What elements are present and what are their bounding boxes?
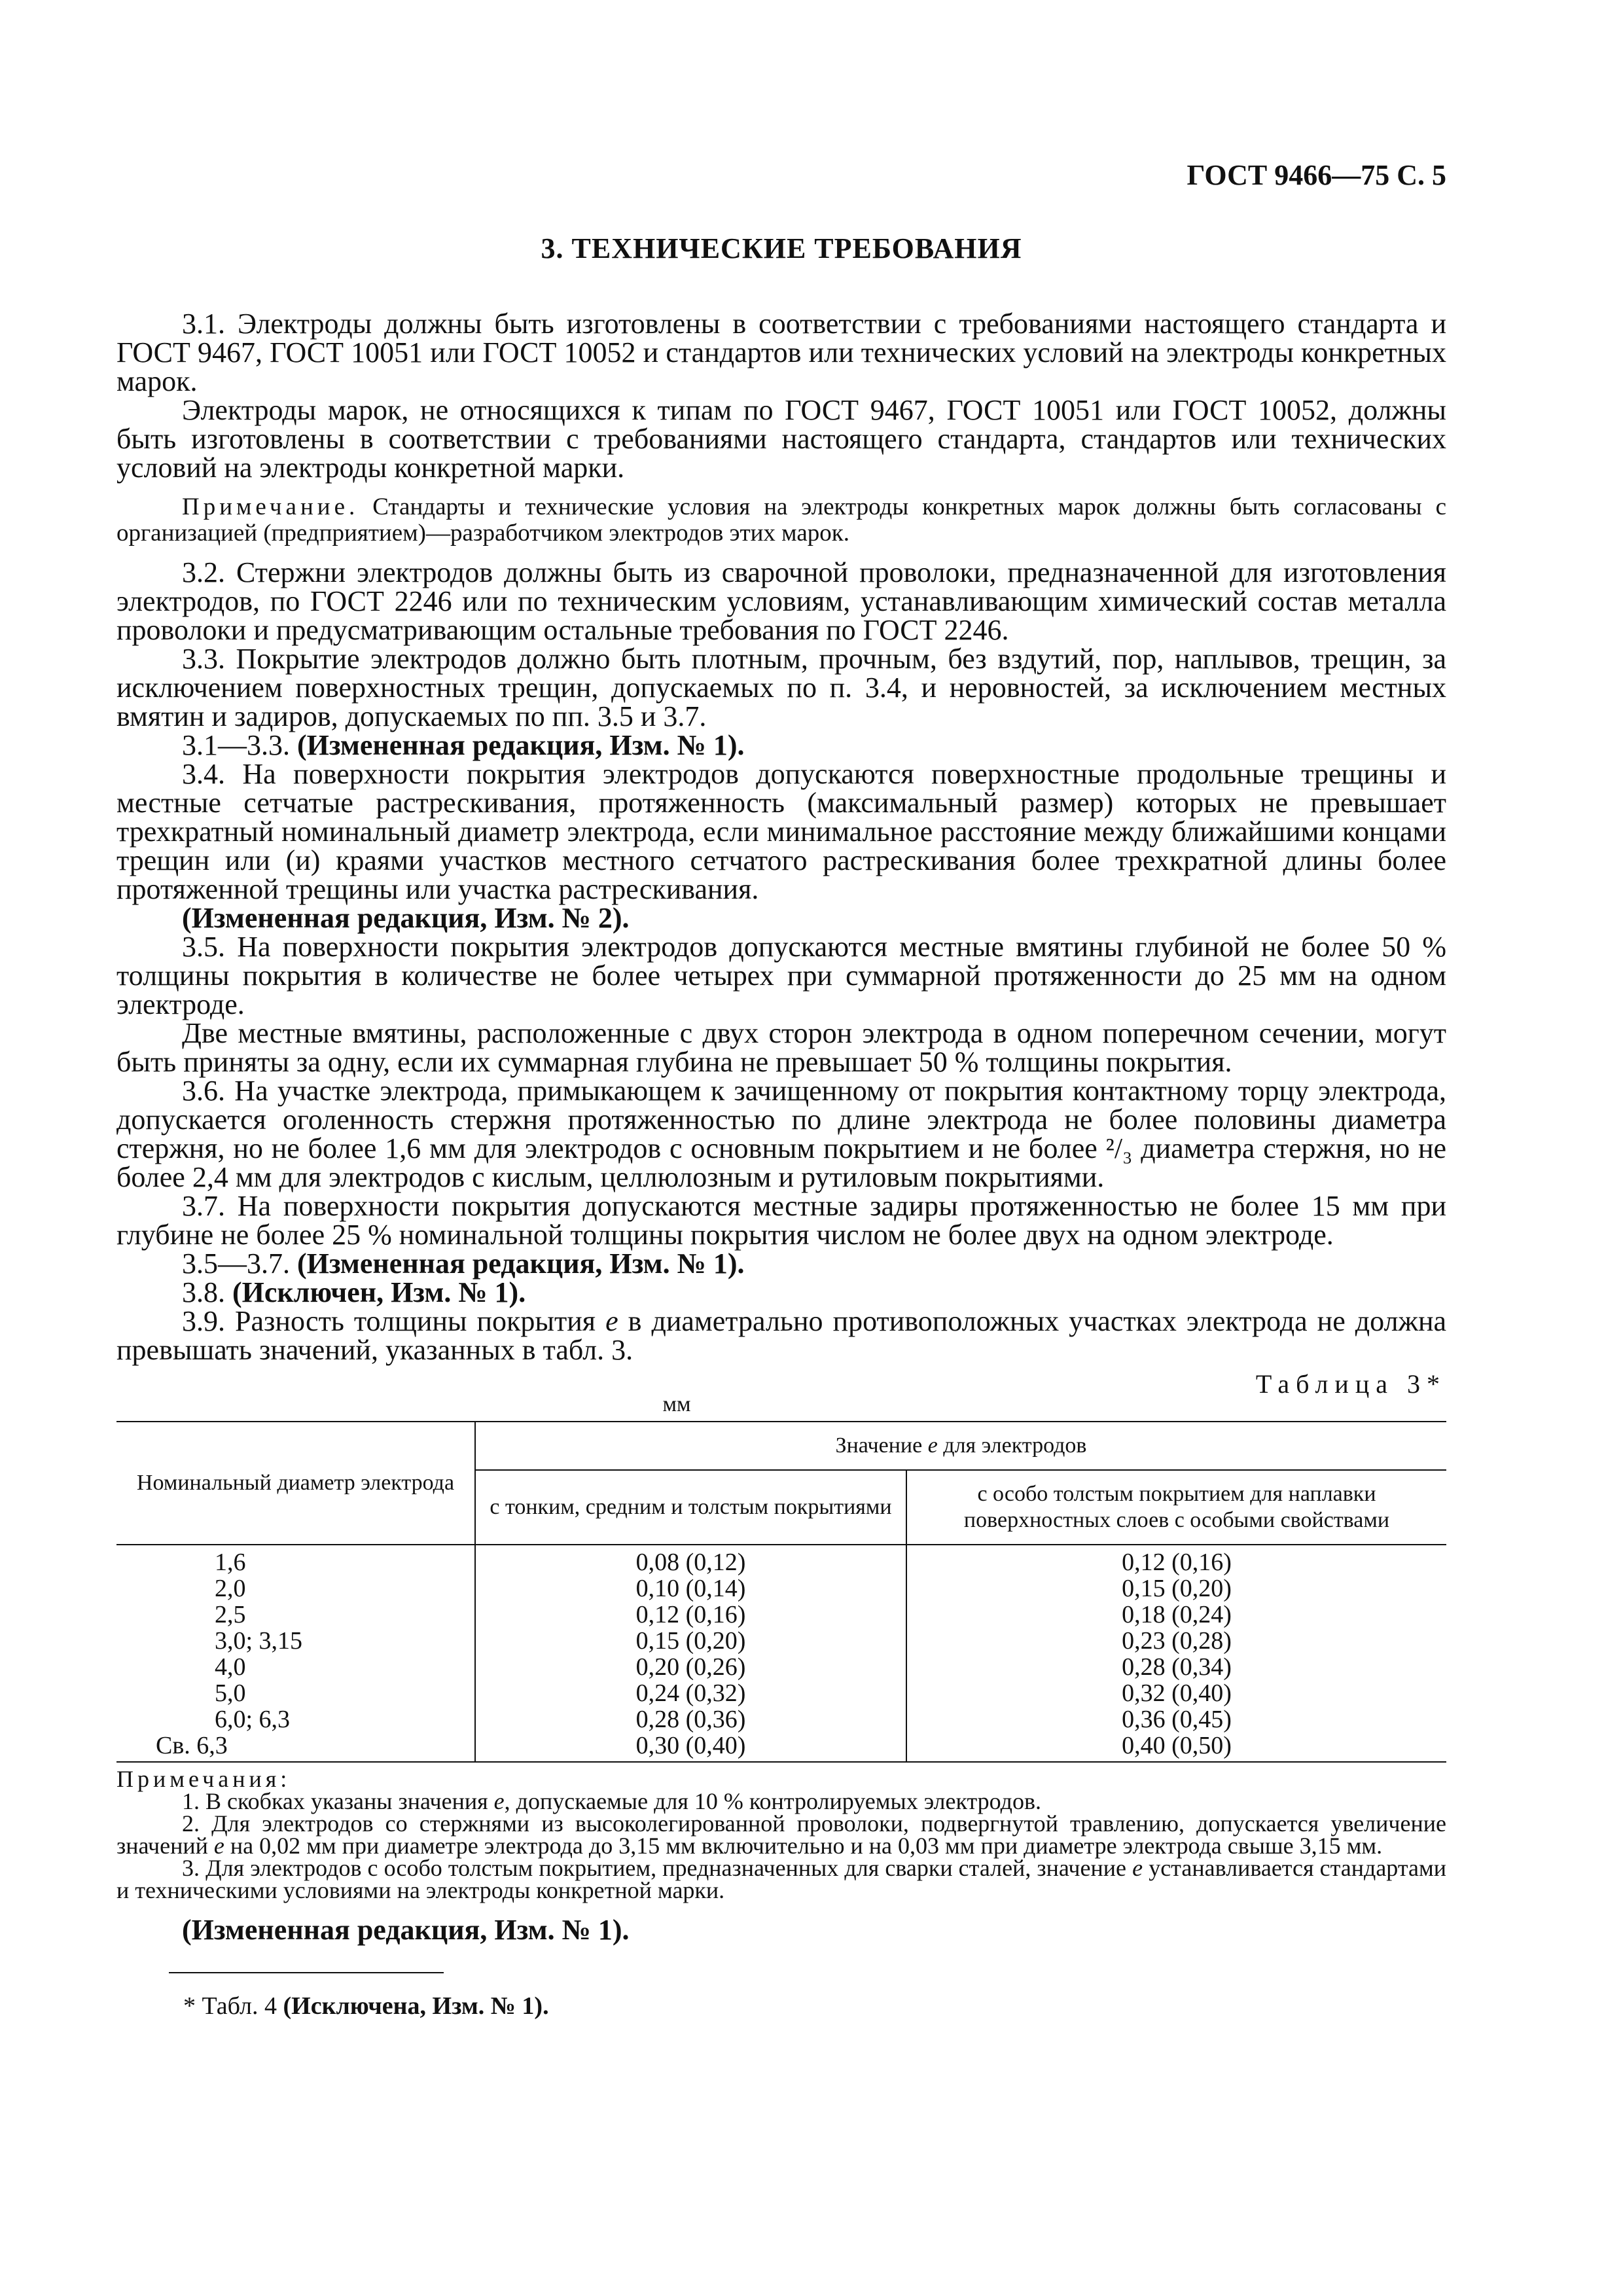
paragraph-3-5-cont: Две местные вмятины, расположенные с двух сторон электрода в одном поперечном сечении, могут быть приняты за одну, если их суммарная глубина не превышает 50 % толщины покрытия. bbox=[116, 1017, 1446, 1078]
table-row bbox=[116, 1680, 1446, 1706]
table-units: мм bbox=[662, 1392, 691, 1416]
cell-value-thin: 0,12 (0,16) bbox=[475, 1602, 906, 1628]
cell-diameter: 3,0; 3,15 bbox=[215, 1627, 303, 1655]
cell-diameter: 1,6 bbox=[215, 1549, 246, 1576]
paragraph-3-6 bbox=[116, 1077, 1446, 1192]
p36-text-b: диаметра стержня, но не более 2,4 мм для электродов с кислым, целлюлозным и рутиловым покрытиями. bbox=[116, 1132, 1447, 1193]
paragraph-3-1-cont: Электроды марок, не относящихся к типам по ГОСТ 9467, ГОСТ 10051 или ГОСТ 10052, должны быть изготовлены в соответствии с требованиями настоящего стандарта, стандартов или технических условий на электроды конкретной марки. bbox=[116, 394, 1446, 484]
note-text: Стандарты и технические условия на электроды конкретных марок должны быть согласованы с организацией (предприятием)—разработчиком электродов этих марок. bbox=[116, 493, 1447, 547]
table-row bbox=[116, 1545, 1446, 1575]
p39-text-b: в диаметрально противоположных участках электрода не должна превышать значений, указанных в табл. 3. bbox=[116, 1305, 1447, 1366]
amendment-3-5-3-7 bbox=[116, 1249, 1446, 1278]
clause-text: (Исключен, Изм. № 1). bbox=[232, 1276, 526, 1308]
note-1: 1. В скобках указаны значения e, допускаемые для 10 % контролируемых электродов. bbox=[182, 1788, 1041, 1814]
cell-value-thin: 0,10 (0,14) bbox=[475, 1575, 906, 1602]
p39-text-a: 3.9. Разность толщины покрытия bbox=[182, 1305, 596, 1337]
footnote: * Табл. 4 (Исключена, Изм. № 1). bbox=[183, 1992, 549, 2020]
cell-value-thin: 0,24 (0,32) bbox=[475, 1680, 906, 1706]
section-title: 3. ТЕХНИЧЕСКИЕ ТРЕБОВАНИЯ bbox=[541, 232, 1022, 264]
table-row bbox=[116, 1706, 1446, 1732]
cell-value-thick: 0,12 (0,16) bbox=[906, 1545, 1446, 1575]
cell-value-thick: 0,15 (0,20) bbox=[906, 1575, 1446, 1602]
variable-e: e bbox=[605, 1305, 618, 1337]
table-3 bbox=[116, 1421, 1446, 1763]
cell-value-thin: 0,20 (0,26) bbox=[475, 1654, 906, 1680]
paragraph-3-5: 3.5. На поверхности покрытия электродов допускаются местные вмятины глубиной не более 50 % толщины покрытия в количестве не более четырех при суммарной протяженности до 25 мм на одном электроде. bbox=[116, 931, 1446, 1020]
table-row bbox=[116, 1654, 1446, 1680]
cell-diameter: 4,0 bbox=[215, 1653, 246, 1681]
table-row bbox=[116, 1628, 1446, 1654]
notes-label: Примечания: bbox=[116, 1766, 291, 1792]
cell-diameter: 2,0 bbox=[215, 1575, 246, 1602]
amendment-ref: 3.1—3.3. bbox=[182, 729, 290, 761]
cell-value-thick: 0,36 (0,45) bbox=[906, 1706, 1446, 1732]
cell-value-thick: 0,32 (0,40) bbox=[906, 1680, 1446, 1706]
col-header-thin: с тонким, средним и толстым покрытиями bbox=[475, 1470, 906, 1545]
cell-diameter: 5,0 bbox=[215, 1679, 246, 1707]
col-header-thick: с особо толстым покрытием для наплавки поверхностных слоев с особыми свойствами bbox=[906, 1470, 1446, 1545]
table-body bbox=[116, 1545, 1446, 1762]
cell-value-thick: 0,28 (0,34) bbox=[906, 1654, 1446, 1680]
cell-value-thick: 0,18 (0,24) bbox=[906, 1602, 1446, 1628]
cell-diameter: Св. 6,3 bbox=[116, 1732, 475, 1762]
cell-value-thin: 0,30 (0,40) bbox=[475, 1732, 906, 1762]
paragraph-3-1: 3.1. Электроды должны быть изготовлены в соответствии с требованиями настоящего стандарта и ГОСТ 9467, ГОСТ 10051 или ГОСТ 10052 и стандартов или технических условий на электроды конкретных марок. bbox=[116, 308, 1446, 397]
amendment-table-3: (Измененная редакция, Изм. № 1). bbox=[182, 1914, 630, 1946]
paragraph-3-9 bbox=[116, 1307, 1446, 1365]
cell-value-thick: 0,23 (0,28) bbox=[906, 1628, 1446, 1654]
col-group-header: Значение e для электродов bbox=[475, 1422, 1446, 1470]
note-3-1 bbox=[116, 494, 1446, 547]
paragraph-3-4: 3.4. На поверхности покрытия электродов допускаются поверхностные продольные трещины и местные сетчатые растрескивания, протяженность (максимальный размер) которых не превышает трехкратный номинальный диаметр электрода, если минимальное расстояние между ближайшими концами трещин или (и) краями участков местного сетчатого растрескивания более трехкратной длины более протяженной трещины или участка растрескивания. bbox=[116, 758, 1446, 905]
footnote-rule bbox=[169, 1972, 444, 1973]
amendment-ref: 3.5—3.7. bbox=[182, 1247, 290, 1280]
cell-diameter: 6,0; 6,3 bbox=[215, 1706, 291, 1733]
amendment-3-1-3-3 bbox=[116, 731, 1446, 760]
fraction: ²/₃ bbox=[1105, 1132, 1133, 1164]
cell-value-thin: 0,28 (0,36) bbox=[475, 1706, 906, 1732]
cell-diameter: 2,5 bbox=[215, 1601, 246, 1628]
amendment-text: (Измененная редакция, Изм. № 1). bbox=[297, 729, 745, 761]
paragraph-3-8 bbox=[116, 1278, 1446, 1307]
table-row bbox=[116, 1575, 1446, 1602]
p36-text-a: 3.6. На участке электрода, примыкающем к зачищенному от покрытия контактному торцу электрода, допускается оголенность стержня протяженностью по длине электрода не более половины диаметра стержня, но не более 1,6 мм для электродов с основным покрытием и не более bbox=[116, 1075, 1446, 1164]
page-header: ГОСТ 9466—75 С. 5 bbox=[1186, 159, 1446, 191]
clause-ref: 3.8. bbox=[182, 1276, 225, 1308]
amendment-3-4: (Измененная редакция, Изм. № 2). bbox=[182, 902, 630, 934]
table-notes bbox=[116, 1768, 1446, 1901]
cell-value-thick: 0,40 (0,50) bbox=[906, 1732, 1446, 1762]
amendment-text: (Измененная редакция, Изм. № 1). bbox=[297, 1247, 745, 1280]
note-label: Примечание. bbox=[182, 493, 359, 520]
cell-value-thin: 0,15 (0,20) bbox=[475, 1628, 906, 1654]
paragraph-3-3: 3.3. Покрытие электродов должно быть плотным, прочным, без вздутий, пор, наплывов, трещин, за исключением поверхностных трещин, допускаемых по п. 3.4, и неровностей, за исключением местных вмятин и задиров, допускаемых по пп. 3.5 и 3.7. bbox=[116, 643, 1446, 732]
note-2: 2. Для электродов со стержнями из высоколегированной проволоки, подвергнутой травлению, допускается увеличение значений e на 0,02 мм при диаметре электрода до 3,15 мм включительно и на 0,03 мм при диаметре электрода свыше 3,15 мм. bbox=[116, 1810, 1446, 1859]
table-row bbox=[116, 1602, 1446, 1628]
col-header-diameter: Номинальный диаметр электрода bbox=[116, 1422, 475, 1545]
table-caption: Таблица 3* bbox=[1255, 1369, 1446, 1399]
paragraph-3-2: 3.2. Стержни электродов должны быть из сварочной проволоки, предназначенной для изготовления электродов, по ГОСТ 2246 или по техническим условиям, устанавливающим химический состав металла проволоки и предусматривающим остальные требования по ГОСТ 2246. bbox=[116, 556, 1446, 646]
table-row bbox=[116, 1732, 1446, 1762]
cell-value-thin: 0,08 (0,12) bbox=[475, 1545, 906, 1575]
paragraph-3-7: 3.7. На поверхности покрытия допускаются местные задиры протяженностью не более 15 мм при глубине не более 25 % номинальной толщины покрытия числом не более двух на одном электроде. bbox=[116, 1190, 1446, 1251]
note-3: 3. Для электродов с особо толстым покрытием, предназначенных для сварки сталей, значение e устанавливается стандартами и техническими условиями на электроды конкретной марки. bbox=[116, 1855, 1447, 1903]
